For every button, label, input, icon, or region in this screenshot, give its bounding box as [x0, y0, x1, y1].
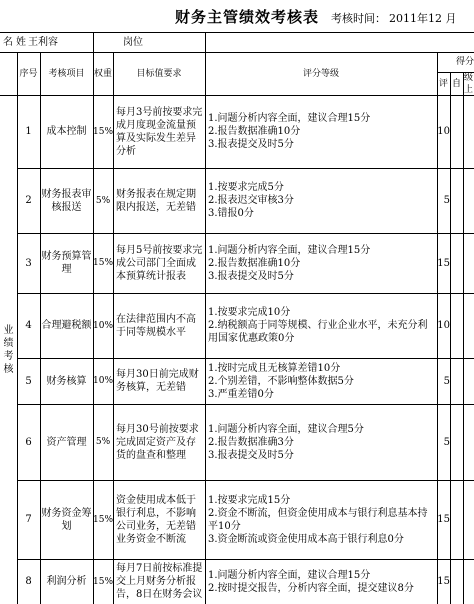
row-target: 财务报表在规定期限内报送，无差错 [116, 188, 196, 213]
category-label: 业 绩 考 核 [3, 324, 14, 375]
period-label: 考核时间： [331, 12, 386, 25]
row-seq: 5 [25, 375, 32, 387]
row-target: 资金使用成本低于银行利息，不影响公司业务，无差错业务资金不断流 [116, 494, 196, 545]
row-score: 15 [437, 576, 450, 587]
info-divider [205, 32, 206, 52]
row-weight: 5% [95, 437, 111, 447]
row-item: 财务报表审核报送 [41, 188, 92, 213]
row-seq: 8 [25, 576, 32, 587]
header-target: 目标值要求 [136, 68, 182, 79]
header-seq: 序号 [19, 68, 38, 79]
row-scoring: 1.问题分析内容全面，建议合理5分 2.报告数据准确3分 3.报表提交及时5分 [208, 423, 364, 461]
row-weight: 10% [93, 320, 113, 331]
row-seq: 6 [25, 436, 32, 448]
info-divider [93, 32, 94, 52]
row-scoring: 1.按时完成且无核算差错10分 2.个别差错，不影响整体数据5分 3.严重差错0分 [208, 362, 354, 400]
header-score-group: 得分 [455, 57, 474, 67]
row-target: 每月30日前完成财务核算，无差错 [116, 369, 199, 393]
header-score-self: 评 [438, 78, 448, 89]
header-score-upper: 级上 [463, 72, 473, 95]
row-weight: 15% [93, 258, 113, 268]
row-score: 10 [437, 320, 450, 331]
row-item: 财务资金筹划 [41, 507, 92, 532]
row-score: 15 [437, 257, 450, 269]
row-item: 财务核算 [46, 375, 87, 387]
header-scoring: 评分等级 [302, 68, 339, 79]
row-seq: 7 [25, 514, 32, 525]
name-value: 王利容 [28, 36, 58, 48]
position-label: 岗位 [123, 36, 143, 48]
row-target: 每月5号前按要求完成公司部门全面成本预算统计报表 [116, 244, 203, 282]
page-title: 财务主管绩效考核表 [175, 8, 320, 26]
row-weight: 5% [95, 195, 111, 206]
name-prefix: 姓 [16, 36, 26, 48]
row-scoring: 1.按要求完成15分 2.资金不断流，但资金使用成本与银行利息基本持平10分 3.资金断流或资金使用成本高于银行利息0分 [208, 494, 428, 545]
row-weight: 15% [93, 576, 113, 587]
row-scoring: 1.按要求完成5分 2.报表迟交审核3分 3.错报0分 [208, 182, 294, 219]
period-value: 2011年12 月 [389, 12, 457, 25]
row-target: 每月3号前按要求完成月度现金流量预算及实际发生差异分析 [116, 106, 203, 157]
row-target: 每月30号前按要求完成固定资产及存货的盘查和整理 [116, 423, 199, 461]
title-bar [0, 0, 474, 32]
header-item: 考核项目 [48, 68, 85, 79]
row-item: 成本控制 [46, 126, 87, 137]
header-weight: 权重 [93, 68, 112, 79]
row-item: 资产管理 [46, 436, 87, 448]
header-score-self2: 自 [451, 78, 461, 89]
row-score: 15 [437, 514, 450, 525]
row-weight: 10% [93, 376, 113, 386]
row-score: 5 [443, 436, 450, 448]
row-seq: 3 [25, 257, 32, 269]
row-weight: 15% [93, 126, 113, 137]
row-seq: 4 [25, 320, 32, 331]
row-score: 5 [443, 195, 450, 206]
row-weight: 15% [93, 514, 113, 525]
row-item: 合理避税额 [41, 320, 92, 331]
row-score: 10 [437, 126, 450, 137]
row-item: 财务预算管理 [41, 251, 92, 275]
row-scoring: 1.按要求完成10分 2.纳税额高于同等规模、行业企业水平，未充分利用国家优惠政策0分 [208, 307, 428, 344]
row-scoring: 1.问题分析内容全面，建议合理15分 2.报告数据准确10分 3.报表提交及时5分 [208, 113, 371, 150]
row-target: 在法律范围内不高于同等规模水平 [116, 313, 196, 338]
row-scoring: 1.问题分析内容全面，建议合理15分 2.报告数据准确10分 3.报表提交及时5分 [208, 244, 371, 282]
column-line [463, 72, 464, 604]
row-scoring: 1.问题分析内容全面，建议合理15分 2.按时提交报告，分析内容全面，提交建议8分 [208, 569, 414, 594]
name-label: 名 [3, 36, 13, 48]
row-target: 每月7日前按标准提交上月财务分析报告，8日在财务会议 [116, 563, 203, 600]
row-seq: 1 [25, 126, 32, 137]
row-score: 5 [443, 375, 450, 387]
row-item: 利润分析 [46, 576, 87, 587]
row-seq: 2 [25, 195, 32, 206]
